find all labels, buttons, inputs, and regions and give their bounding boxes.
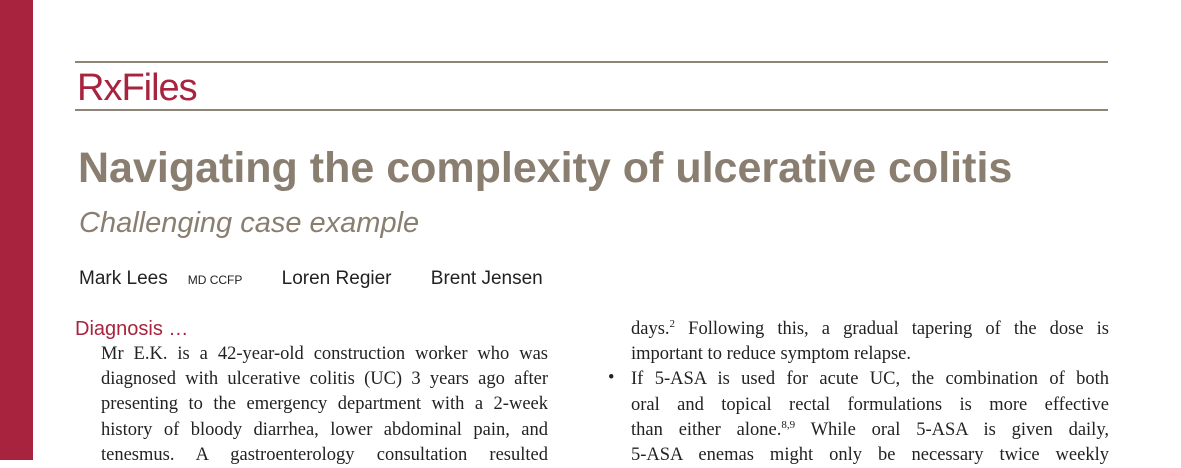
body-text: than either alone. [631,419,782,440]
body-line: Mr E.K. is a 42-year-old construction worker who was [101,344,548,364]
header-rule-bottom [75,109,1108,111]
header-rule-top [75,61,1108,63]
body-line [631,418,1109,443]
citation-ref: 2 [669,317,676,330]
left-accent-bar [0,0,33,460]
body-line: tenesmus. A gastroenterology consultation resulted [101,444,548,465]
author-1-credentials: MD CCFP [187,273,243,287]
body-line: diagnosed with ulcerative colitis (UC) 3 years ago after [101,369,548,390]
body-text: Following this, a gradual tapering of the dose is [675,319,1109,339]
author-2-name: Loren Regier [281,268,392,289]
author-2 [282,268,409,289]
author-3 [431,268,560,289]
author-list [79,265,577,294]
body-column-right [631,317,1109,468]
body-line: 5-ASA enemas might only be necessary twice weekly [631,445,1109,466]
author-1-name: Mark Lees [79,268,168,289]
bullet-line: If 5-ASA is used for acute UC, the combination of both [631,369,1109,390]
body-text: While oral 5-ASA is given daily, [795,419,1109,440]
bullet-marker: • [608,368,615,388]
body-line: history of bloody diarrhea, lower abdominal pain, and [101,419,548,440]
article-title: Navigating the complexity of ulcerative colitis [78,144,1013,192]
section-heading-diagnosis: Diagnosis … [75,318,189,340]
author-3-name: Brent Jensen [430,268,543,289]
body-line [631,317,1109,342]
body-line: oral and topical rectal formulations is more effective [631,394,1109,415]
body-text: days. [631,319,670,339]
body-line: important to reduce symptom relapse. [631,344,911,365]
body-column-left [101,342,548,468]
citation-ref: 8,9 [781,418,796,431]
article-subtitle: Challenging case example [79,207,420,239]
section-label: RxFiles [77,67,197,109]
body-line: presenting to the emergency department with a 2-week [101,394,548,415]
author-1 [79,268,259,289]
